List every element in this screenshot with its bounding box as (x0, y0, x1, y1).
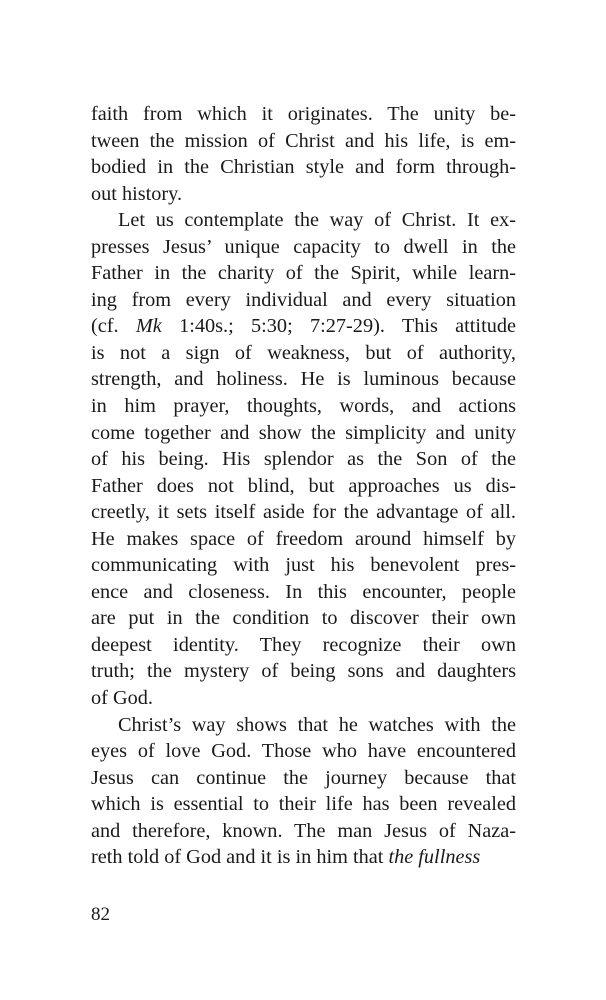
text-line: ing from every individual and every situation (91, 288, 516, 311)
text-line: in him prayer, thoughts, words, and actions (91, 395, 516, 418)
text-line: truth; the mystery of being sons and daughters (91, 660, 516, 683)
text-line: eyes of love God. Those who have encountered (91, 740, 516, 763)
text-line: faith from which it originates. The unity be- (91, 103, 516, 125)
text-line: communicating with just his benevolent pres- (91, 554, 516, 577)
text-line: (cf. Mk 1:40s.; 5:30; 7:27-29). This attitude (91, 315, 516, 338)
paragraph (91, 712, 516, 871)
text-line: ence and closeness. In this encounter, people (91, 580, 516, 603)
text-line: Christ’s way shows that he watches with the (118, 713, 516, 736)
paragraph (91, 207, 516, 711)
text-line: Father does not blind, but approaches us dis- (91, 474, 516, 497)
page-number: 82 (91, 904, 110, 925)
italic-text: Mk (135, 315, 162, 338)
text-line: and therefore, known. The man Jesus of Naza- (91, 819, 516, 842)
text-line: come together and show the simplicity and unity (91, 421, 516, 444)
text-line: Jesus can continue the journey because that (91, 766, 516, 789)
text-line: of his being. His splendor as the Son of the (91, 448, 516, 471)
text-line: Father in the charity of the Spirit, while learn- (91, 262, 516, 285)
text-line: which is essential to their life has been revealed (91, 793, 516, 816)
text-line: reth told of God and it is in him that the fullness (91, 846, 481, 869)
text-line: Let us contemplate the way of Christ. It ex- (118, 209, 516, 232)
text-line: creetly, it sets itself aside for the advantage of all. (91, 501, 516, 524)
text-line: He makes space of freedom around himself by (91, 527, 516, 550)
paragraph (91, 101, 516, 207)
text-line: deepest identity. They recognize their own (91, 633, 516, 656)
body-text (91, 101, 516, 871)
text-line: bodied in the Christian style and form through- (91, 156, 516, 179)
text-line: out history. (91, 182, 183, 205)
text-line: of God. (91, 687, 153, 710)
text-line: is not a sign of weakness, but of authority, (91, 341, 516, 364)
italic-text: the fullness (388, 846, 481, 869)
text-line: presses Jesus’ unique capacity to dwell in the (91, 235, 516, 258)
text-line: are put in the condition to discover their own (91, 607, 516, 630)
text-line: strength, and holiness. He is luminous because (91, 368, 516, 391)
text-line: tween the mission of Christ and his life, is em- (91, 129, 516, 152)
